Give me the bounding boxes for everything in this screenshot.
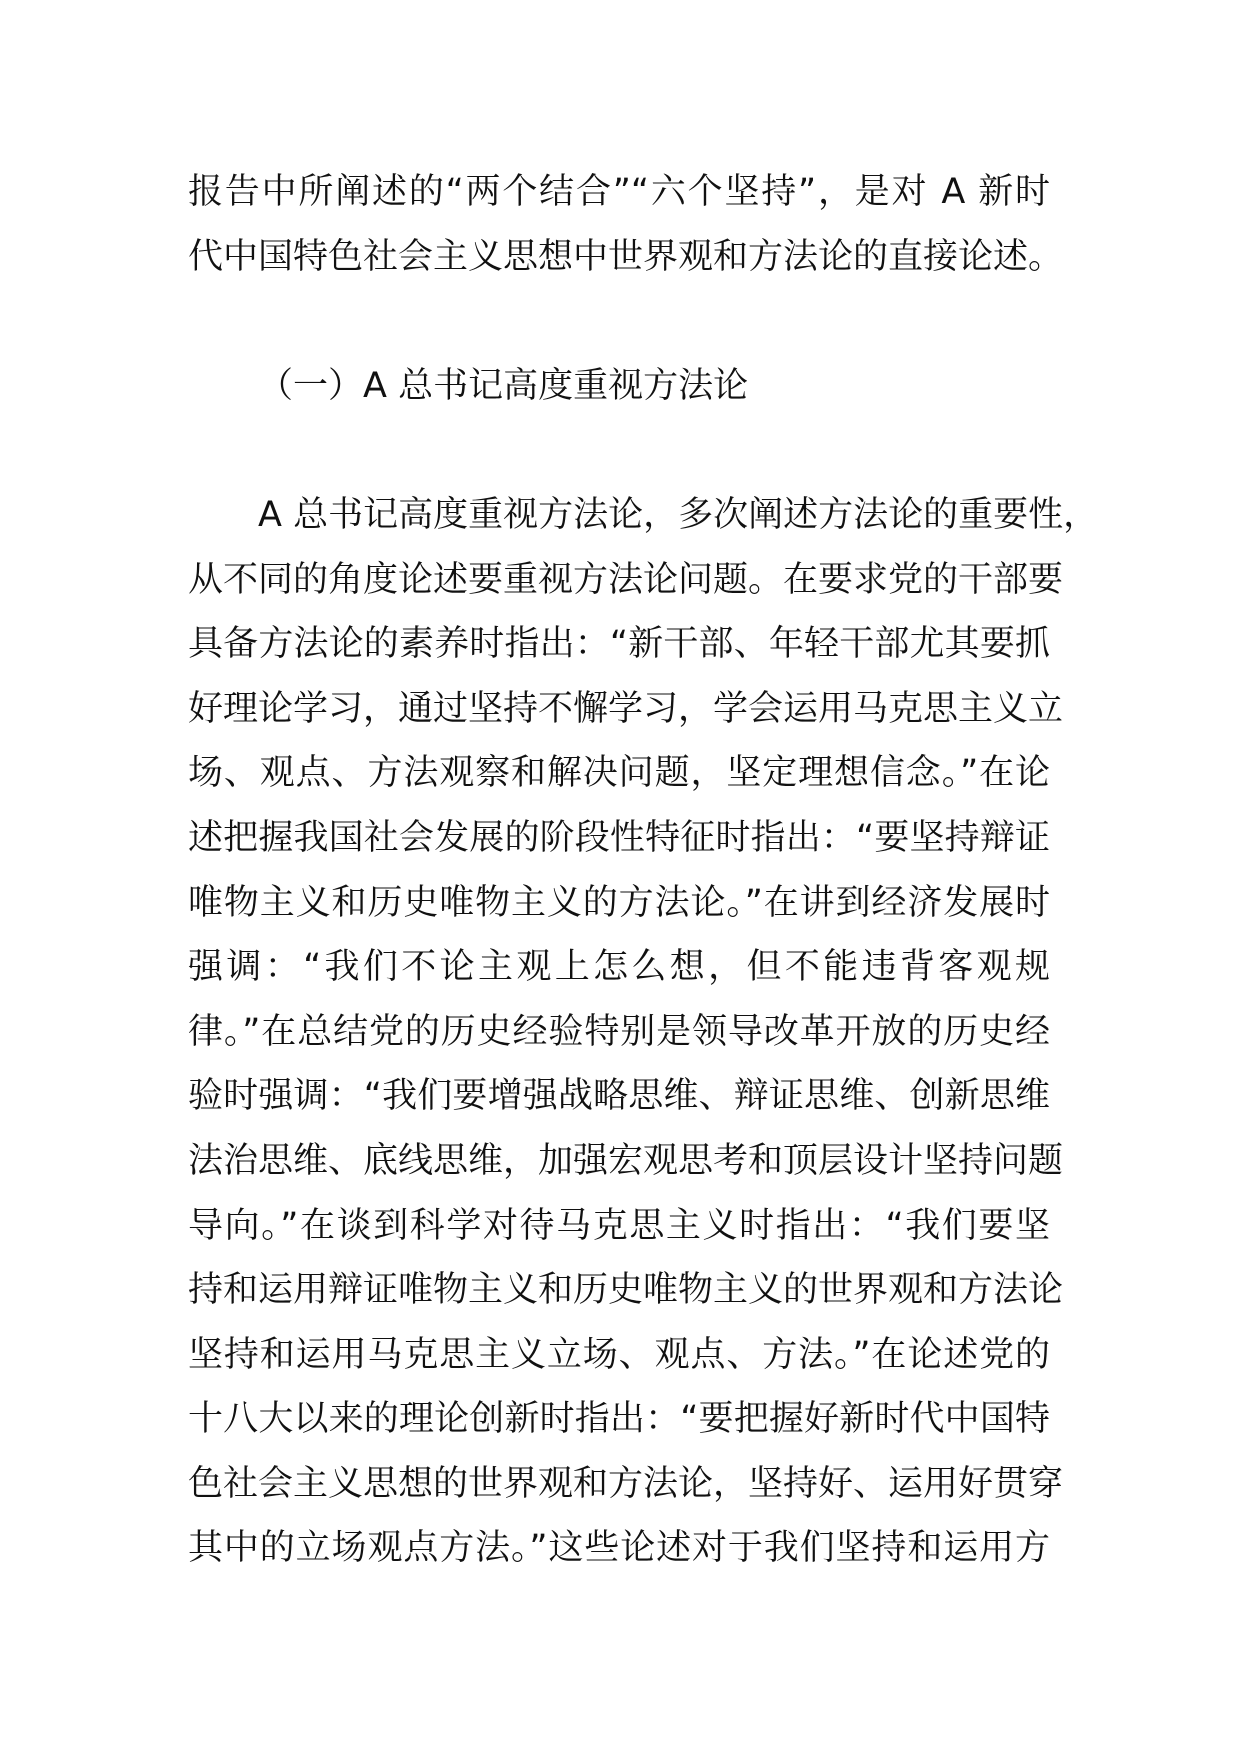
paragraph-line: 其中的立场观点方法。”这些论述对于我们坚持和运用方: [188, 1528, 1050, 1569]
paragraph-line: 代中国特色社会主义思想中世界观和方法论的直接论述。: [188, 236, 1064, 277]
blank-line: [188, 418, 1050, 483]
paragraph-line: 法治思维、底线思维，加强宏观思考和顶层设计坚持问题: [188, 1140, 1064, 1181]
section-heading: （一）A 总书记高度重视方法论: [258, 365, 749, 406]
paragraph-line: 场、观点、方法观察和解决问题，坚定理想信念。”在论: [188, 753, 1050, 794]
document-page: [188, 160, 1099, 1581]
paragraph-line: 强调：“我们不论主观上怎么想，但不能违背客观规: [188, 947, 1050, 988]
paragraph-line: 好理论学习，通过坚持不懈学习，学会运用马克思主义立: [188, 688, 1064, 729]
paragraph-line: 验时强调：“我们要增强战略思维、辩证思维、创新思维: [188, 1076, 1050, 1117]
paragraph-line: 十八大以来的理论创新时指出：“要把握好新时代中国特: [188, 1399, 1050, 1440]
paragraph-line: A 总书记高度重视方法论，多次阐述方法论的重要性，: [258, 494, 1099, 535]
paragraph-line: 导向。”在谈到科学对待马克思主义时指出：“我们要坚: [188, 1205, 1050, 1246]
intro-paragraph: [188, 160, 1064, 289]
paragraph-line: 报告中所阐述的“两个结合”“六个坚持”，是对 A 新时: [188, 172, 1050, 212]
paragraph-line: 具备方法论的素养时指出：“新干部、年轻干部尤其要抓: [188, 624, 1050, 665]
paragraph-line: 从不同的角度论述要重视方法论问题。在要求党的干部要: [188, 559, 1064, 600]
body-paragraph: [188, 483, 1099, 1581]
paragraph-line: 律。”在总结党的历史经验特别是领导改革开放的历史经: [188, 1011, 1050, 1052]
paragraph-line: 坚持和运用马克思主义立场、观点、方法。”在论述党的: [188, 1334, 1050, 1375]
paragraph-line: 持和运用辩证唯物主义和历史唯物主义的世界观和方法论: [188, 1270, 1064, 1311]
paragraph-line: 述把握我国社会发展的阶段性特征时指出：“要坚持辩证: [188, 817, 1050, 858]
paragraph-line: 唯物主义和历史唯物主义的方法论。”在讲到经济发展时: [188, 882, 1050, 923]
blank-line: [188, 289, 1050, 354]
paragraph-line: 色社会主义思想的世界观和方法论，坚持好、运用好贯穿: [188, 1463, 1064, 1504]
